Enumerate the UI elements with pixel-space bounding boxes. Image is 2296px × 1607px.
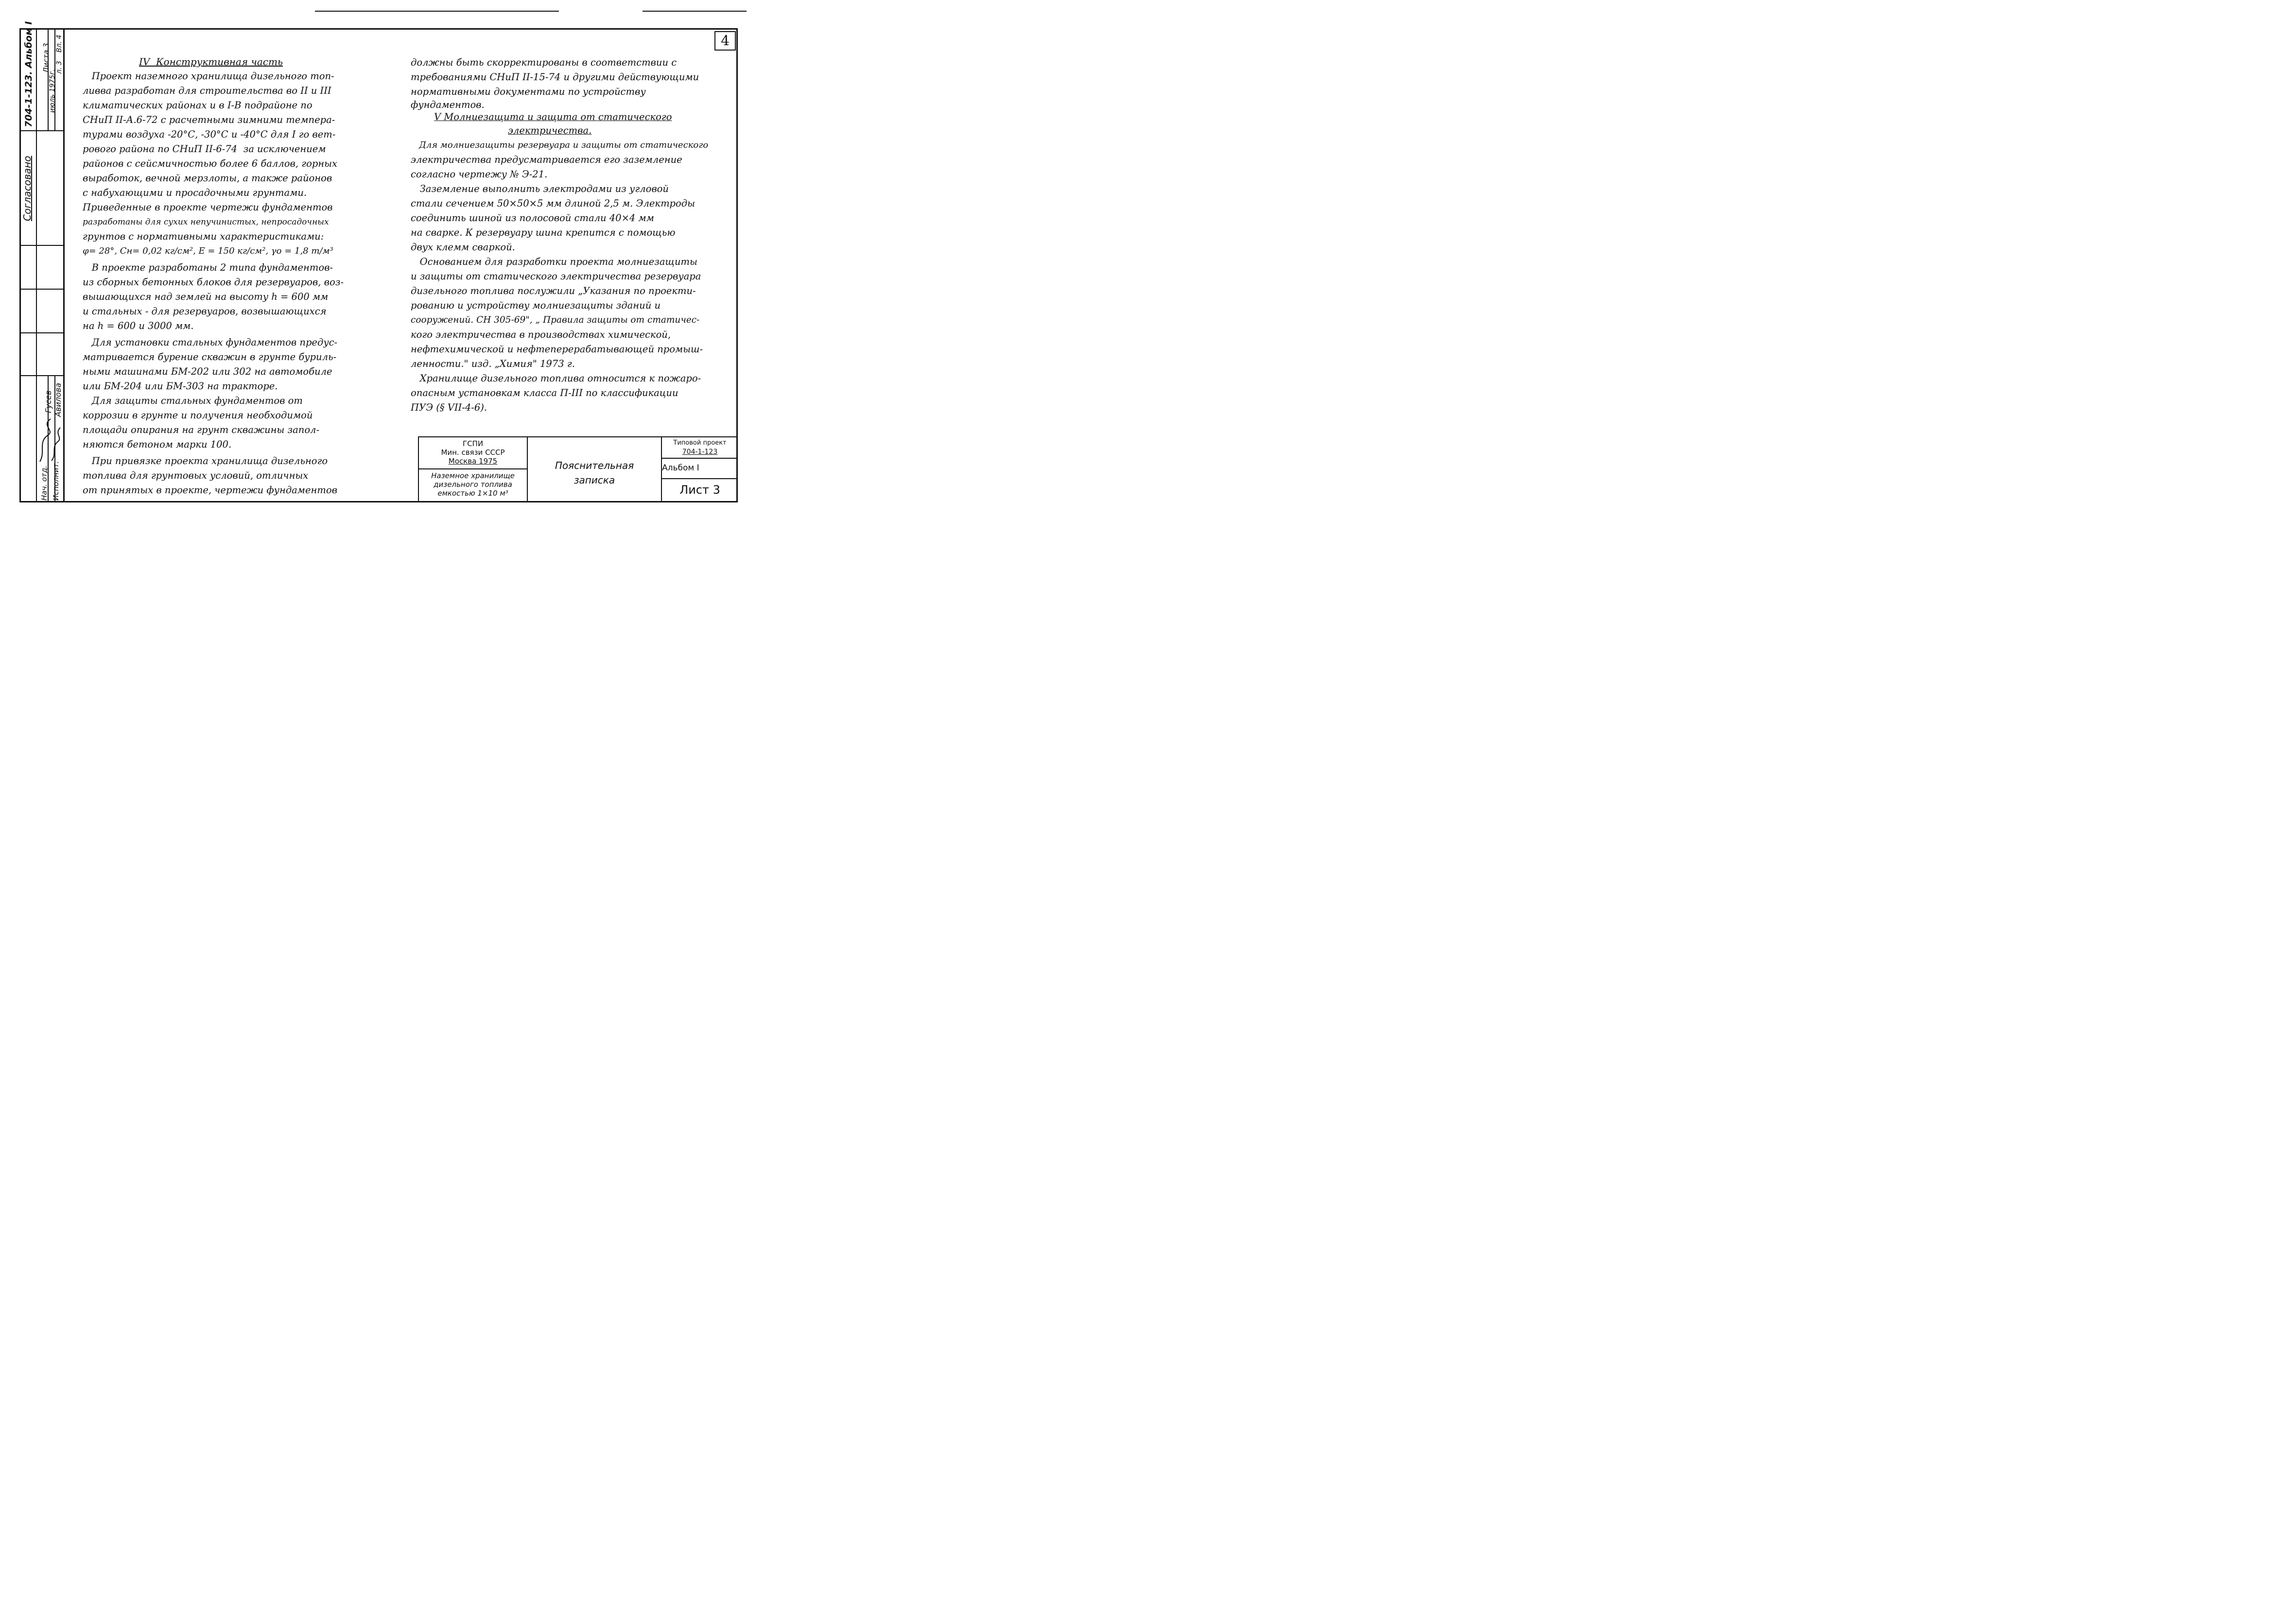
left-line: климатических районах и в I-В подрайоне по (83, 100, 313, 111)
left-strip-rule-5 (19, 375, 63, 376)
right-line: дизельного топлива послужили „Указания по проекти- (411, 285, 696, 296)
right-line: двух клемм сваркой. (411, 242, 515, 253)
right-line: ПУЭ (§ VII-4-6). (411, 402, 487, 413)
section-heading-v: V Молниезащита и защита от статического (434, 111, 672, 122)
left-strip-rule-1 (19, 130, 63, 131)
left-line: Для установки стальных фундаментов предус- (83, 337, 338, 348)
album-label: Альбом I (662, 463, 699, 473)
agreed-label: Согласовано (21, 156, 33, 221)
left-line: няются бетоном марки 100. (83, 439, 232, 450)
left-line: разработаны для сухих непучинистых, непросадочных (83, 217, 329, 227)
right-line: ленности." изд. „Химия" 1973 г. (411, 358, 575, 369)
right-line: сооружений. СН 305-69", „ Правила защиты от статичес- (411, 315, 700, 325)
title-block-rule-3 (661, 478, 738, 479)
right-line: Для молниезащиты резервуара и защиты от статического (411, 140, 709, 150)
right-line: нефтехимической и нефтеперерабатывающей промыш- (411, 344, 703, 355)
section-heading-iv: IV Конструктивная часть (139, 56, 283, 68)
left-strip-rule-3 (19, 289, 63, 290)
left-line: Проект наземного хранилища дизельного топ- (83, 70, 334, 82)
project-label: Типовой проект (673, 439, 727, 447)
left-line: При привязке проекта хранилища дизельного (83, 455, 328, 467)
left-strip-rule-4 (19, 332, 63, 333)
left-line: из сборных бетонных блоков для резервуаров, воз- (83, 276, 344, 288)
right-line: Заземление выполнить электродами из угловой (411, 183, 669, 194)
right-line: фундаментов. (411, 99, 485, 110)
left-line: Для защиты стальных фундаментов от (83, 395, 303, 406)
right-line: соединить шиной из полосовой стали 40×4 мм (411, 212, 654, 224)
left-line: В проекте разработаны 2 типа фундаментов- (83, 262, 333, 273)
right-line: и защиты от статического электричества резервуара (411, 271, 701, 282)
left-line: матривается бурение скважин в грунте буриль- (83, 351, 337, 363)
left-line: от принятых в проекте, чертежи фундаментов (83, 484, 337, 496)
left-line: районов с сейсмичностью более 6 баллов, горных (83, 158, 338, 169)
doc-title-line-1: Пояснительная (555, 460, 634, 471)
left-line: топлива для грунтовых условий, отличных (83, 470, 309, 481)
signature-scribble (36, 413, 63, 467)
title-block-rule-1 (418, 468, 527, 469)
left-line: ными машинами БМ-202 или 302 на автомобиле (83, 366, 332, 377)
right-line: должны быть скорректированы в соответствии с (411, 57, 677, 68)
title-block-rule-2 (661, 458, 738, 459)
sheet-number: 4 (721, 33, 730, 49)
project-code: 704-1-123 (682, 448, 718, 456)
left-line: с набухающими и просадочными грунтами. (83, 187, 307, 198)
doc-title-line-2: записка (574, 474, 615, 486)
left-line: или БМ-204 или БМ-303 на тракторе. (83, 380, 278, 392)
left-line: грунтов с нормативными характеристиками: (83, 231, 324, 242)
object-line-2: дизельного топлива (434, 480, 512, 489)
org-line-1: ГСПИ (462, 439, 484, 448)
object-line-3: емкостью 1×10 м³ (437, 489, 508, 498)
right-line: согласно чертежу № Э-21. (411, 169, 548, 180)
dept-head-role: Нач. отд. (40, 466, 49, 501)
right-line: Хранилище дизельного топлива относится к пожаро- (411, 373, 701, 384)
left-line: ливва разработан для строительства во II и III (83, 85, 331, 96)
left-line: вышающихся над землей на высоту h = 600 мм (83, 291, 329, 302)
right-line: стали сечением 50×50×5 мм длиной 2,5 м. Электроды (411, 198, 696, 209)
org-line-3: Москва 1975 (448, 457, 498, 466)
left-line: площади опирания на грунт скважины запол- (83, 424, 320, 435)
executor-name: Авилова (53, 382, 63, 417)
left-line: Приведенные в проекте чертежи фундаментов (83, 202, 333, 213)
left-line: на h = 600 и 3000 мм. (83, 320, 194, 331)
strip-cell: л. 3 (55, 61, 63, 74)
sheet-label: Лист 3 (679, 483, 720, 497)
right-line: опасным установкам класса П-III по классификации (411, 387, 678, 398)
right-line: требованиями СНиП II-15-74 и другими действующими (411, 71, 699, 83)
org-line-2: Мин. связи СССР (441, 448, 505, 457)
right-line: электричества предусматривается его заземление (411, 154, 682, 165)
dept-head-name: Гусев (44, 390, 53, 413)
right-column (411, 55, 736, 415)
executor-role: Исполнит. (52, 461, 60, 501)
left-line: СНиП II-А.6-72 с расчетными зимними темпера- (83, 114, 335, 125)
album-code: 704-1-123. Альбом I (23, 21, 34, 127)
section-heading-v-cont: электричества. (508, 125, 592, 136)
strip-volume: Вл. 4 (55, 35, 63, 52)
top-rule-1 (315, 11, 559, 12)
right-line: рованию и устройству молниезащиты зданий и (411, 300, 661, 311)
left-line: и стальных - для резервуаров, возвышающихся (83, 306, 327, 317)
strip-sheet: Листа 3 (42, 43, 51, 73)
strip-date: июль 1975г. (49, 69, 56, 113)
right-line: нормативными документами по устройству (411, 86, 646, 97)
right-line: Основанием для разработки проекта молниезащиты (411, 256, 697, 267)
left-line: φ= 28°, Сн= 0,02 кг/см², Е = 150 кг/см², γо = 1,8 т/м³ (83, 246, 333, 256)
left-line: рового района по СНиП II-6-74 за исключением (83, 143, 326, 155)
right-line: кого электричества в производствах химической, (411, 329, 671, 340)
left-line: турами воздуха -20°С, -30°С и -40°С для I го вет- (83, 129, 336, 140)
right-line: на сварке. К резервуару шина крепится с помощью (411, 227, 676, 238)
top-rule-2 (643, 11, 747, 12)
object-line-1: Наземное хранилище (431, 471, 515, 480)
left-strip-rule-2 (19, 245, 63, 246)
left-line: коррозии в грунте и получения необходимой (83, 410, 313, 421)
left-column (83, 54, 394, 498)
left-line: выработок, вечной мерзлоты, а также районов (83, 173, 332, 184)
